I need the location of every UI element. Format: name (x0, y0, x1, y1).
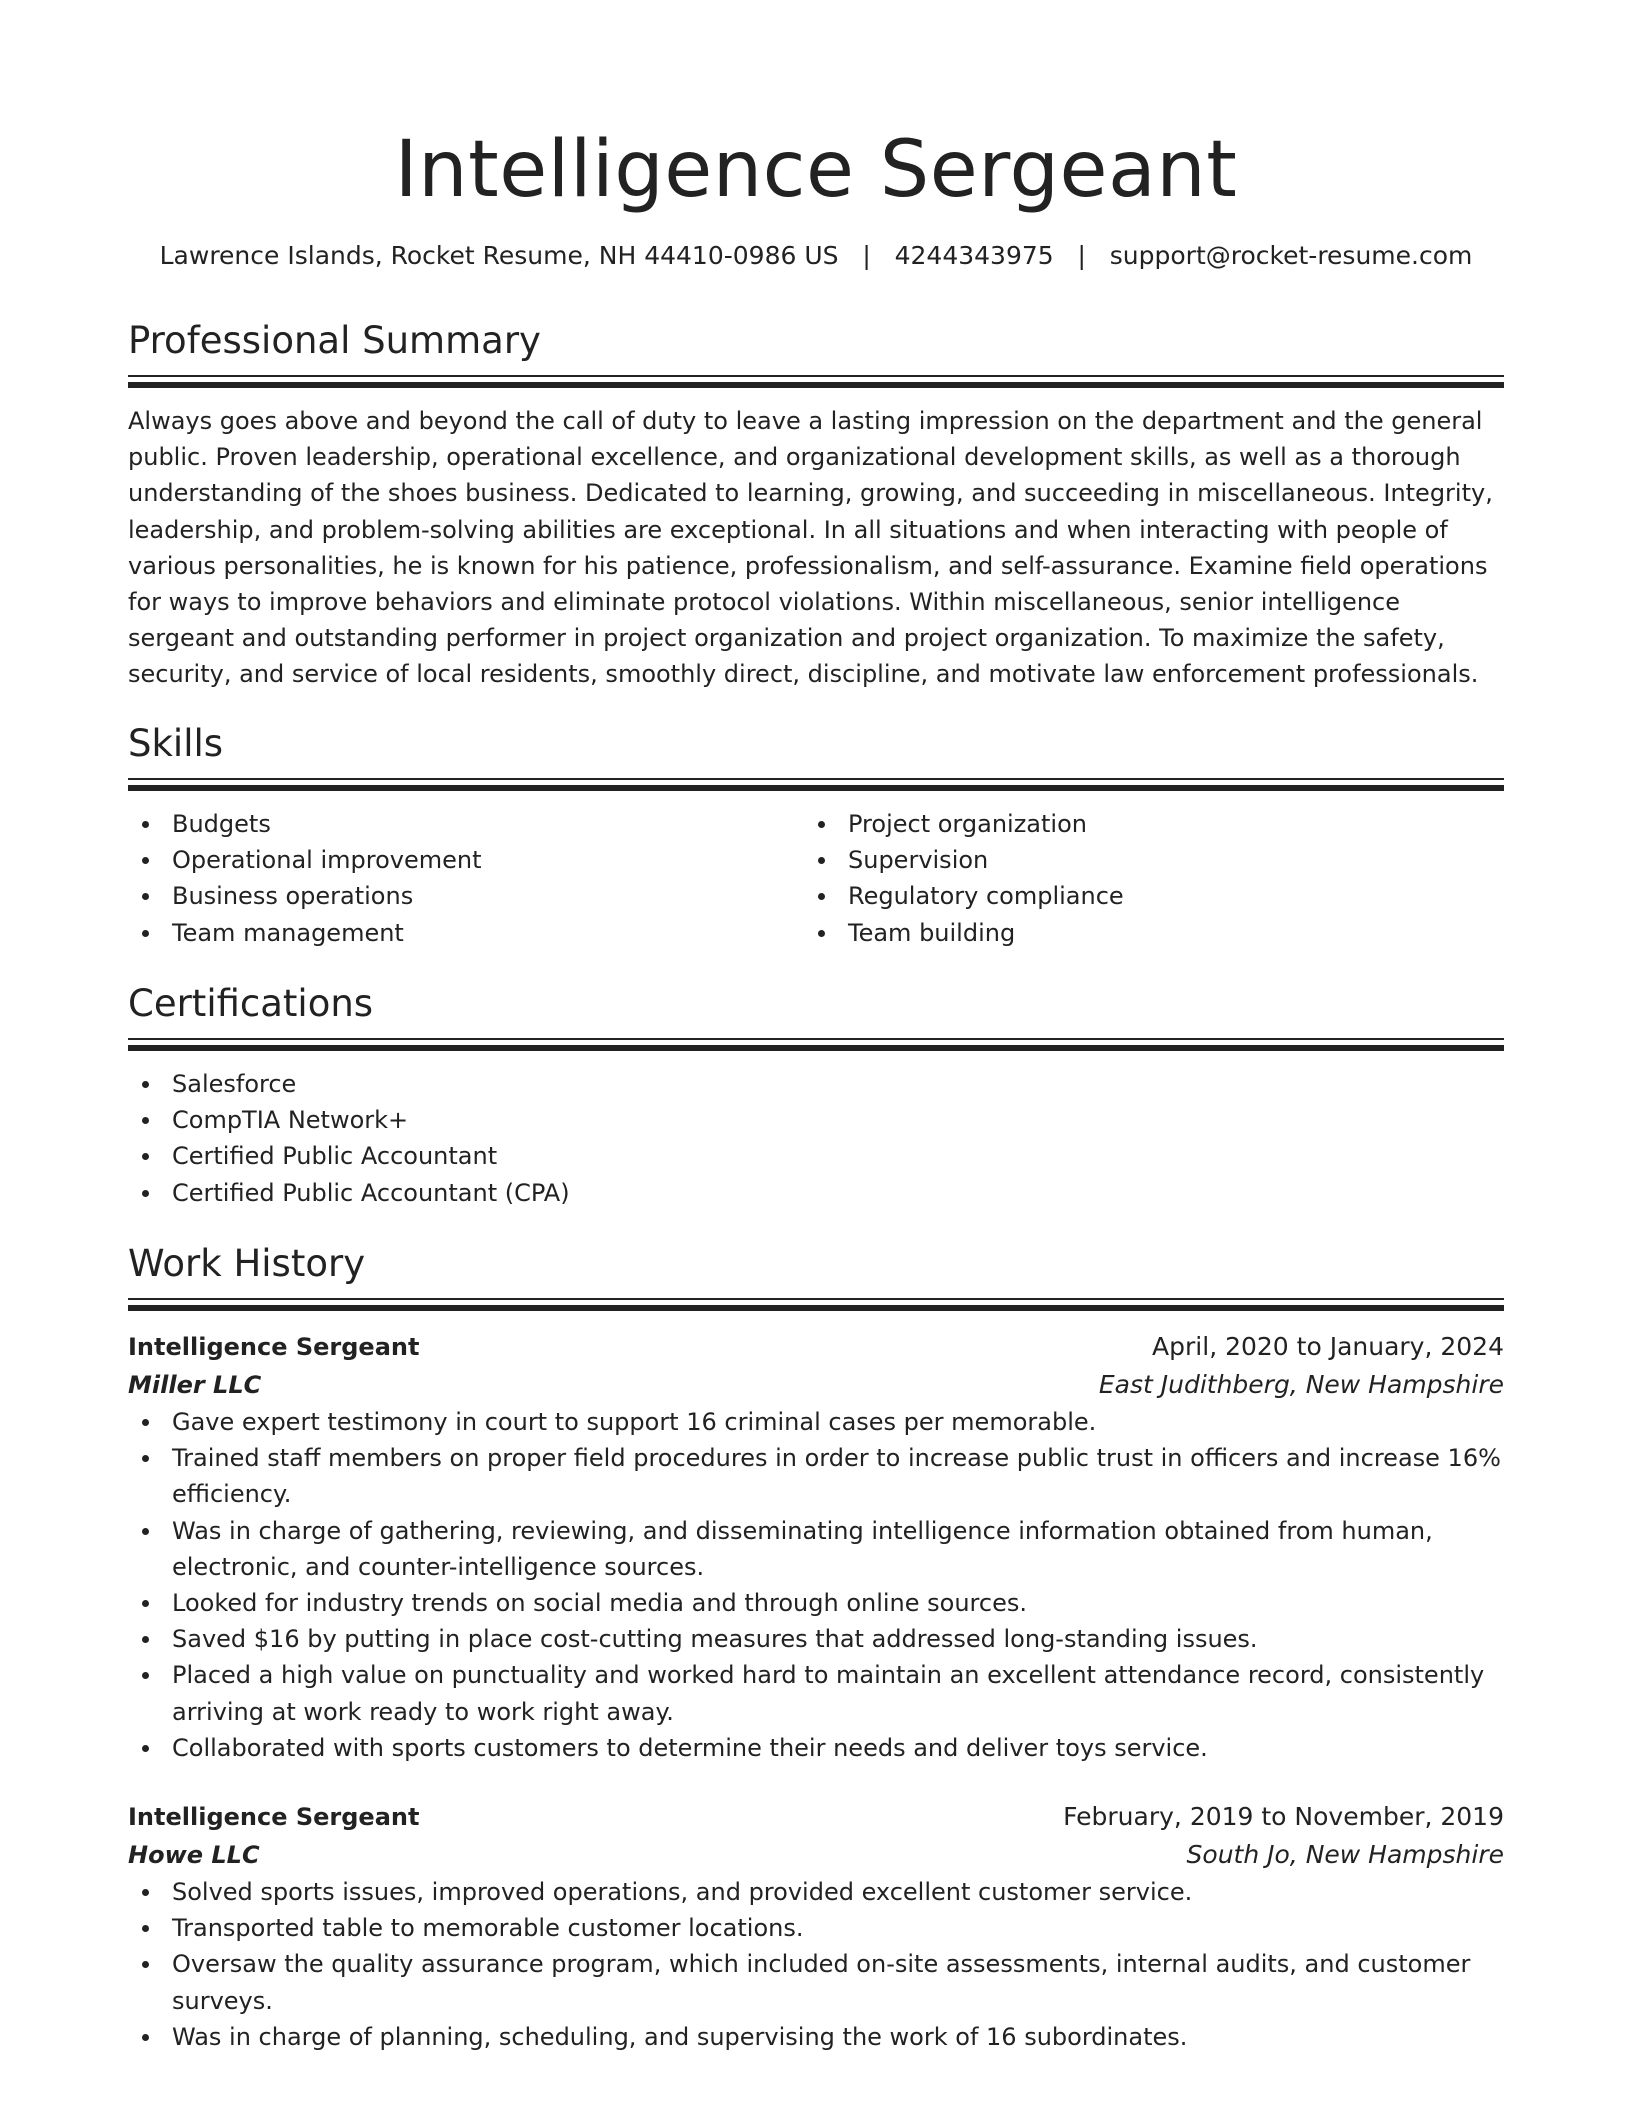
skill-item: Regulatory compliance (804, 878, 1480, 914)
summary-text: Always goes above and beyond the call of duty to leave a lasting impression on the department and the general public. Proven leadership, operational excellence, and organizational development skills, as well as a thorough understanding of the shoes business. Dedicated to learning, growing, and succeeding in miscellaneous. Integrity, leadership, and problem-solving abilities are exceptional. In all situations and when interacting with people of various personalities, he is known for his patience, professionalism, and self-assurance. Examine field operations for ways to improve behaviors and eliminate protocol violations. Within miscellaneous, senior intelligence sergeant and outstanding performer in project organization and project organization. To maximize the safety, security, and service of local residents, smoothly direct, discipline, and motivate law enforcement professionals. (128, 407, 1493, 689)
resume-name: Intelligence Sergeant (394, 125, 1238, 215)
skills-section (128, 721, 1504, 951)
job-title: Intelligence Sergeant (128, 1803, 420, 1832)
job-duties-list (128, 1404, 1504, 1766)
skill-item: Budgets (128, 806, 804, 842)
section-divider (128, 375, 1504, 389)
skill-item: Operational improvement (128, 842, 804, 878)
job-duty: Collaborated with sports customers to determine their needs and deliver toys service. (128, 1730, 1504, 1766)
certifications-section (128, 981, 1504, 1211)
job-duty: Was in charge of planning, scheduling, and supervising the work of 16 subordinates. (128, 2019, 1504, 2055)
section-divider (128, 1038, 1504, 1052)
skill-item: Business operations (128, 878, 804, 914)
job-duty: Transported table to memorable customer locations. (128, 1910, 1504, 1946)
job-location: East Judithberg, New Hampshire (1098, 1370, 1504, 1399)
section-divider (128, 1298, 1504, 1312)
work-history-heading: Work History (128, 1242, 366, 1285)
summary-heading: Professional Summary (128, 319, 541, 362)
job-duty: Placed a high value on punctuality and worked hard to maintain an excellent attendance record, consistently arriving at work ready to work right away. (128, 1657, 1504, 1729)
section-divider (128, 778, 1504, 792)
job-title: Intelligence Sergeant (128, 1333, 420, 1361)
job-entry (128, 1798, 1504, 2055)
job-duty: Was in charge of gathering, reviewing, and disseminating intelligence information obtained from human, electronic, and counter-intelligence sources. (128, 1513, 1504, 1585)
job-duty: Gave expert testimony in court to support 16 criminal cases per memorable. (128, 1404, 1504, 1440)
job-duties-list (128, 1874, 1504, 2055)
work-history-section (128, 1241, 1504, 2055)
summary-section (128, 318, 1504, 693)
skills-list-right (804, 806, 1480, 951)
job-duty: Solved sports issues, improved operations, and provided excellent customer service. (128, 1874, 1504, 1910)
certification-item: CompTIA Network+ (128, 1102, 1504, 1138)
skills-heading: Skills (128, 722, 224, 765)
certifications-heading: Certifications (128, 982, 374, 1025)
job-entry (128, 1328, 1504, 1766)
job-duty: Oversaw the quality assurance program, which included on-site assessments, internal audits, and customer surveys. (128, 1946, 1504, 2018)
job-dates: February, 2019 to November, 2019 (1063, 1802, 1504, 1832)
certifications-list (128, 1066, 1504, 1211)
job-duty: Looked for industry trends on social media and through online sources. (128, 1585, 1504, 1621)
job-company: Miller LLC (128, 1371, 262, 1399)
skills-list-left (128, 806, 804, 951)
job-company: Howe LLC (128, 1841, 260, 1870)
job-location: South Jo, New Hampshire (1186, 1840, 1504, 1870)
job-dates: April, 2020 to January, 2024 (1152, 1332, 1504, 1361)
certification-item: Certified Public Accountant (128, 1138, 1504, 1174)
skill-item: Supervision (804, 842, 1480, 878)
skill-item: Team building (804, 915, 1480, 951)
skill-item: Team management (128, 915, 804, 951)
skill-item: Project organization (804, 806, 1480, 842)
job-duty: Saved $16 by putting in place cost-cutting measures that addressed long-standing issues. (128, 1621, 1504, 1657)
certification-item: Salesforce (128, 1066, 1504, 1102)
skills-grid (128, 806, 1504, 951)
certification-item: Certified Public Accountant (CPA) (128, 1175, 1504, 1211)
job-duty: Trained staff members on proper field procedures in order to increase public trust in officers and increase 16% efficiency. (128, 1440, 1504, 1512)
contact-line: Lawrence Islands, Rocket Resume, NH 44410-0986 US | 4244343975 | support@rocket-resume.com (159, 241, 1473, 270)
